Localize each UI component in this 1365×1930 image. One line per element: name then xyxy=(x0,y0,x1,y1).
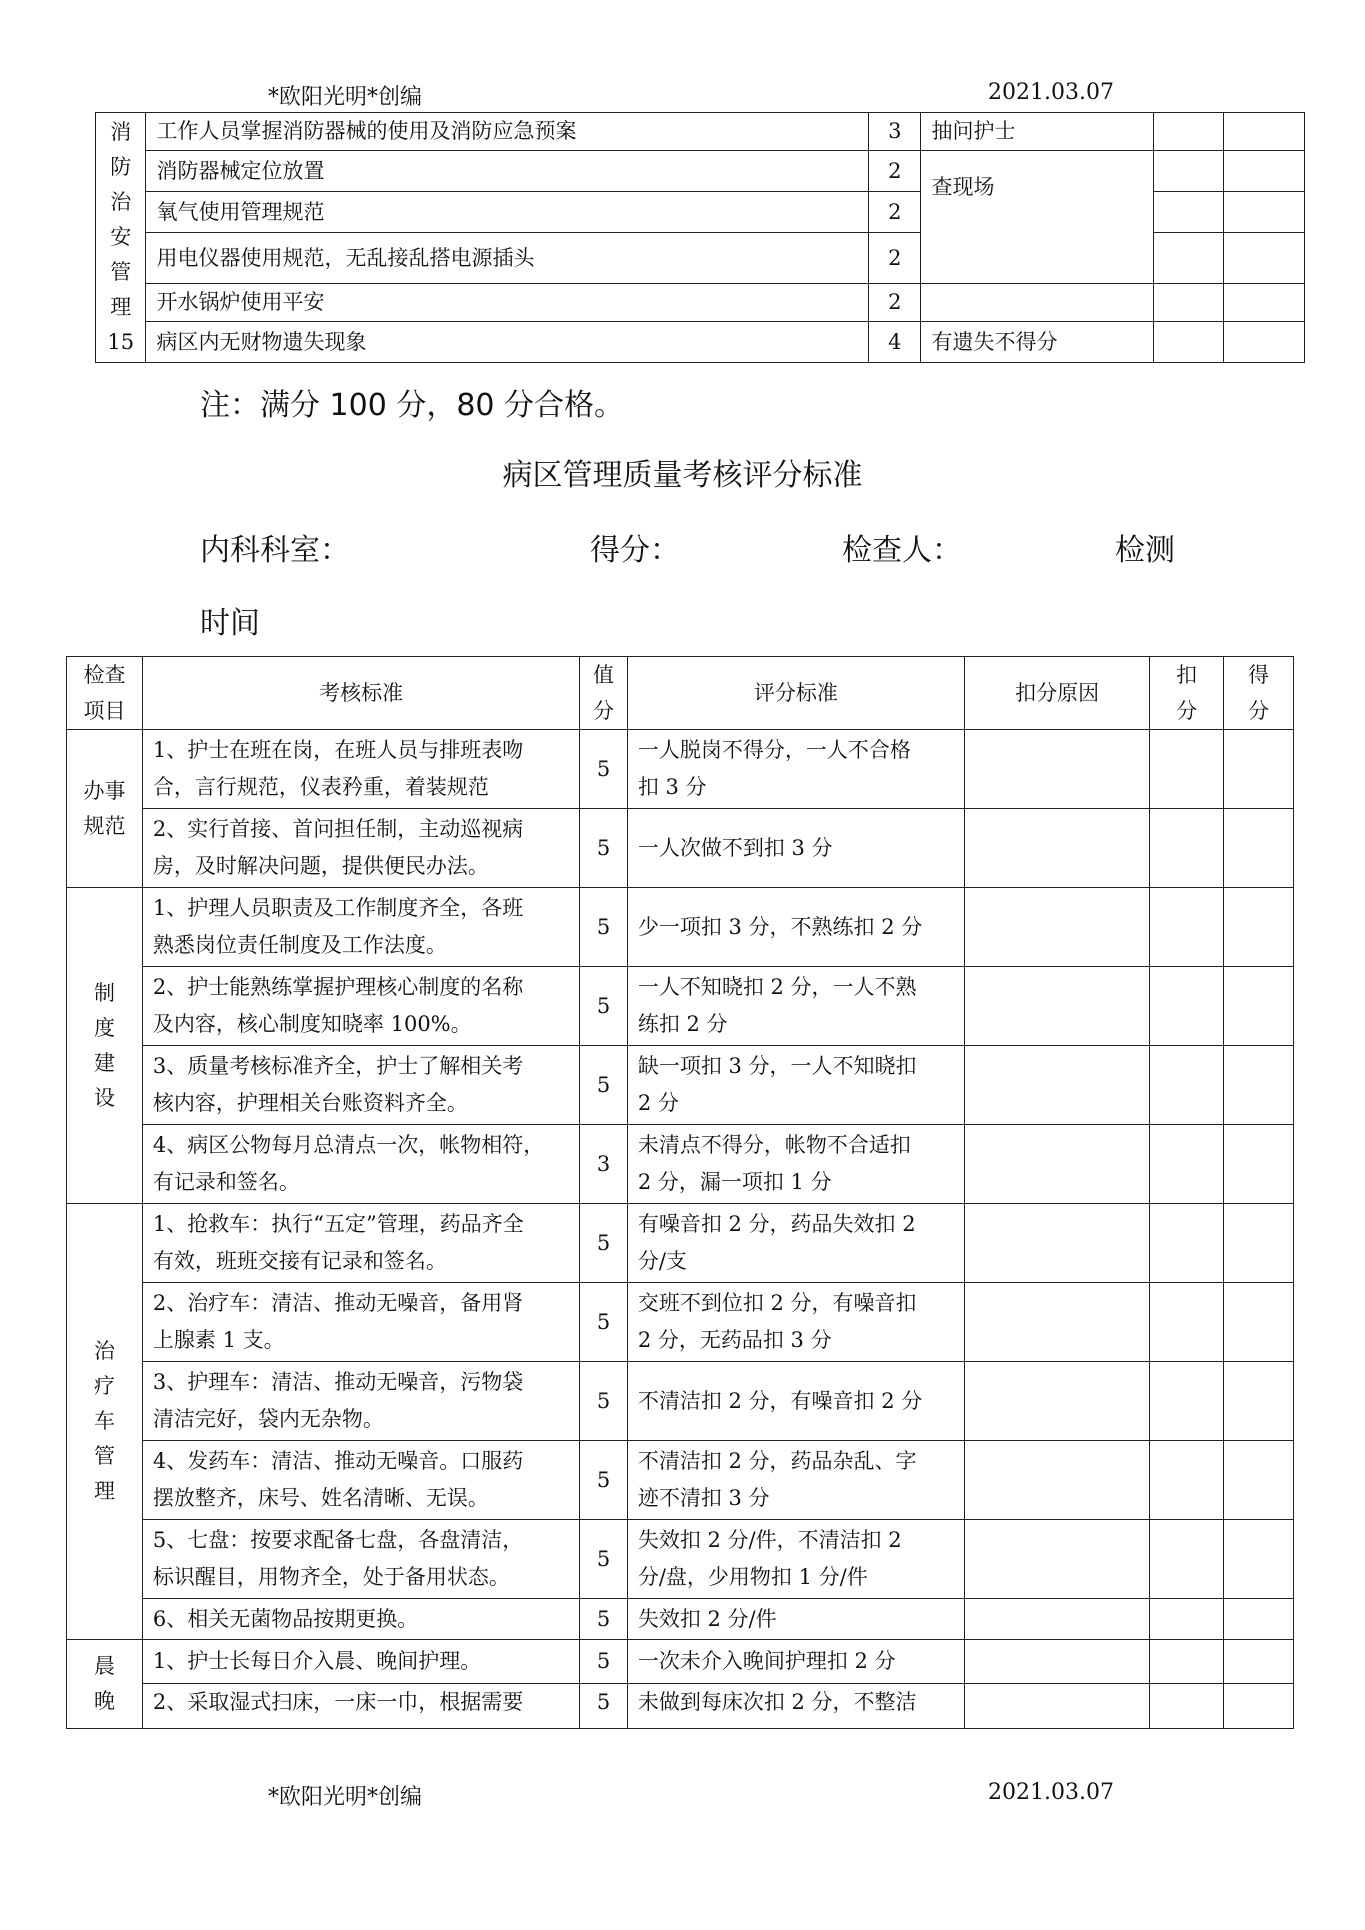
footer-author: *欧阳光明*创编 xyxy=(268,1785,423,1810)
get-score-cell[interactable] xyxy=(1224,1204,1294,1283)
deduct-cell[interactable] xyxy=(1153,192,1224,233)
reason-cell[interactable] xyxy=(964,809,1149,888)
standard-cell: 1、护理人员职责及工作制度齐全，各班 熟悉岗位责任制度及工作法度。 xyxy=(142,888,579,967)
header-date: 2021.03.07 xyxy=(988,80,1114,105)
deduct-cell[interactable] xyxy=(1153,322,1224,363)
deduct-cell[interactable] xyxy=(1150,1441,1224,1520)
category-cell: 晨 晚 xyxy=(67,1640,143,1729)
table-row xyxy=(67,1283,1294,1362)
standard-cell: 2、采取湿式扫床，一床一巾，根据需要 xyxy=(142,1684,579,1729)
scoring-cell: 一次未介入晚间护理扣 2 分 xyxy=(627,1640,964,1684)
standard-cell: 6、相关无菌物品按期更换。 xyxy=(142,1599,579,1640)
value-cell: 3 xyxy=(580,1125,628,1204)
deduct-cell[interactable] xyxy=(1150,1640,1224,1684)
get-score-cell[interactable] xyxy=(1224,1125,1294,1204)
standard-cell: 开水锅炉使用平安 xyxy=(146,284,869,322)
standard-cell: 3、质量考核标准齐全，护士了解相关考 核内容，护理相关台账资料齐全。 xyxy=(142,1046,579,1125)
get-score-cell[interactable] xyxy=(1224,151,1305,192)
deduct-cell[interactable] xyxy=(1150,1599,1224,1640)
reason-cell[interactable] xyxy=(964,1599,1149,1640)
deduct-cell[interactable] xyxy=(1153,151,1224,192)
ward-assessment-table xyxy=(66,656,1294,1729)
fire-safety-table xyxy=(95,112,1305,363)
table-row xyxy=(67,730,1294,809)
reason-cell[interactable] xyxy=(964,1125,1149,1204)
get-score-cell[interactable] xyxy=(1224,322,1305,363)
deduct-cell[interactable] xyxy=(1150,1684,1224,1729)
reason-cell[interactable] xyxy=(964,1204,1149,1283)
get-score-cell[interactable] xyxy=(1224,967,1294,1046)
score-cell: 3 xyxy=(869,113,921,151)
score-cell: 2 xyxy=(869,284,921,322)
header-standard: 考核标准 xyxy=(142,657,579,730)
reason-cell[interactable] xyxy=(964,1520,1149,1599)
get-score-cell[interactable] xyxy=(1224,192,1305,233)
table-row xyxy=(67,1046,1294,1125)
method-cell: 有遗失不得分 xyxy=(921,322,1153,363)
scoring-cell: 一人不知晓扣 2 分，一人不熟 练扣 2 分 xyxy=(627,967,964,1046)
table-row xyxy=(67,1684,1294,1729)
deduct-cell[interactable] xyxy=(1150,1204,1224,1283)
score-cell: 2 xyxy=(869,192,921,233)
get-score-cell[interactable] xyxy=(1224,1283,1294,1362)
reason-cell[interactable] xyxy=(964,1283,1149,1362)
scoring-cell: 失效扣 2 分/件，不清洁扣 2 分/盘，少用物扣 1 分/件 xyxy=(627,1520,964,1599)
table-row xyxy=(67,1441,1294,1520)
scoring-cell: 未做到每床次扣 2 分，不整洁 xyxy=(627,1684,964,1729)
reason-cell[interactable] xyxy=(964,1362,1149,1441)
get-score-cell[interactable] xyxy=(1224,1640,1294,1684)
header-item: 检查 项目 xyxy=(67,657,143,730)
scoring-cell: 缺一项扣 3 分，一人不知晓扣 2 分 xyxy=(627,1046,964,1125)
scoring-cell: 不清洁扣 2 分，药品杂乱、字 迹不清扣 3 分 xyxy=(627,1441,964,1520)
value-cell: 5 xyxy=(580,967,628,1046)
scoring-note: 注：满分 100 分，80 分合格。 xyxy=(200,388,625,423)
standard-cell: 2、实行首接、首问担任制，主动巡视病 房，及时解决问题，提供便民办法。 xyxy=(142,809,579,888)
get-score-cell[interactable] xyxy=(1224,284,1305,322)
score-cell: 2 xyxy=(869,151,921,192)
value-cell: 5 xyxy=(580,1640,628,1684)
get-score-cell[interactable] xyxy=(1224,113,1305,151)
standard-cell: 工作人员掌握消防器械的使用及消防应急预案 xyxy=(146,113,869,151)
value-cell: 5 xyxy=(580,1046,628,1125)
value-cell: 5 xyxy=(580,1204,628,1283)
score-label: 得分： xyxy=(590,533,680,568)
standard-cell: 1、抢救车：执行“五定”管理，药品齐全 有效，班班交接有记录和签名。 xyxy=(142,1204,579,1283)
value-cell: 5 xyxy=(580,1283,628,1362)
method-cell: 抽问护士 xyxy=(921,113,1153,151)
document-title: 病区管理质量考核评分标准 xyxy=(502,458,863,493)
header-reason: 扣分原因 xyxy=(964,657,1149,730)
table-row xyxy=(67,1520,1294,1599)
scoring-cell: 一人次做不到扣 3 分 xyxy=(627,809,964,888)
scoring-cell: 交班不到位扣 2 分，有噪音扣 2 分，无药品扣 3 分 xyxy=(627,1283,964,1362)
table-row xyxy=(67,1640,1294,1684)
get-score-cell[interactable] xyxy=(1224,809,1294,888)
get-score-cell[interactable] xyxy=(1224,1441,1294,1520)
scoring-cell: 不清洁扣 2 分，有噪音扣 2 分 xyxy=(627,1362,964,1441)
get-score-cell[interactable] xyxy=(1224,1520,1294,1599)
standard-cell: 5、七盘：按要求配备七盘，各盘清洁， 标识醒目，用物齐全，处于备用状态。 xyxy=(142,1520,579,1599)
deduct-cell[interactable] xyxy=(1150,1046,1224,1125)
scoring-cell: 少一项扣 3 分，不熟练扣 2 分 xyxy=(627,888,964,967)
footer-date: 2021.03.07 xyxy=(988,1780,1114,1805)
value-cell: 5 xyxy=(580,1684,628,1729)
table-row xyxy=(67,967,1294,1046)
get-score-cell[interactable] xyxy=(1224,1046,1294,1125)
standard-cell: 2、护士能熟练掌握护理核心制度的名称 及内容，核心制度知晓率 100%。 xyxy=(142,967,579,1046)
scoring-cell: 一人脱岗不得分，一人不合格 扣 3 分 xyxy=(627,730,964,809)
header-value: 值 分 xyxy=(580,657,628,730)
table-row xyxy=(67,809,1294,888)
standard-cell: 病区内无财物遗失现象 xyxy=(146,322,869,363)
deduct-cell[interactable] xyxy=(1150,1362,1224,1441)
time-label-cont: 时间 xyxy=(200,606,260,641)
standard-cell: 4、发药车：清洁、推动无噪音。口服药 摆放整齐，床号、姓名清晰、无误。 xyxy=(142,1441,579,1520)
value-cell: 5 xyxy=(580,1599,628,1640)
standard-cell: 1、护士在班在岗，在班人员与排班表吻 合，言行规范，仪表矜重，着装规范 xyxy=(142,730,579,809)
method-cell xyxy=(921,284,1153,322)
category-cell: 制 度 建 设 xyxy=(67,888,143,1204)
value-cell: 5 xyxy=(580,730,628,809)
deduct-cell[interactable] xyxy=(1150,809,1224,888)
table-row xyxy=(67,888,1294,967)
table-row xyxy=(67,1204,1294,1283)
table-row xyxy=(67,1599,1294,1640)
dept-label: 内科科室： xyxy=(200,533,350,568)
reason-cell[interactable] xyxy=(964,730,1149,809)
deduct-cell[interactable] xyxy=(1153,233,1224,284)
get-score-cell[interactable] xyxy=(1224,1362,1294,1441)
header-author: *欧阳光明*创编 xyxy=(268,85,423,110)
standard-cell: 用电仪器使用规范，无乱接乱搭电源插头 xyxy=(146,233,869,284)
header-scoring: 评分标准 xyxy=(627,657,964,730)
reason-cell[interactable] xyxy=(964,888,1149,967)
category-cell: 办事 规范 xyxy=(67,730,143,888)
header-get: 得 分 xyxy=(1224,657,1294,730)
time-label: 检测 xyxy=(1115,533,1175,568)
reason-cell[interactable] xyxy=(964,1046,1149,1125)
get-score-cell[interactable] xyxy=(1224,233,1305,284)
scoring-cell: 失效扣 2 分/件 xyxy=(627,1599,964,1640)
deduct-cell[interactable] xyxy=(1150,1520,1224,1599)
scoring-cell: 未清点不得分，帐物不合适扣 2 分，漏一项扣 1 分 xyxy=(627,1125,964,1204)
get-score-cell[interactable] xyxy=(1224,888,1294,967)
checker-label: 检查人： xyxy=(842,533,962,568)
score-cell: 2 xyxy=(869,233,921,284)
header-deduct: 扣 分 xyxy=(1150,657,1224,730)
get-score-cell[interactable] xyxy=(1224,730,1294,809)
reason-cell[interactable] xyxy=(964,967,1149,1046)
table-row xyxy=(67,1125,1294,1204)
reason-cell[interactable] xyxy=(964,1640,1149,1684)
standard-cell: 3、护理车：清洁、推动无噪音，污物袋 清洁完好，袋内无杂物。 xyxy=(142,1362,579,1441)
table-row xyxy=(67,1362,1294,1441)
method-cell: 查现场 xyxy=(921,151,1153,284)
reason-cell[interactable] xyxy=(964,1441,1149,1520)
category-fire-safety: 消 防 治 安 管 理 15 xyxy=(96,113,146,363)
value-cell: 5 xyxy=(580,1520,628,1599)
value-cell: 5 xyxy=(580,1441,628,1520)
deduct-cell[interactable] xyxy=(1150,888,1224,967)
value-cell: 5 xyxy=(580,1362,628,1441)
deduct-cell[interactable] xyxy=(1150,1125,1224,1204)
score-cell: 4 xyxy=(869,322,921,363)
value-cell: 5 xyxy=(580,809,628,888)
reason-cell[interactable] xyxy=(964,1684,1149,1729)
scoring-cell: 有噪音扣 2 分，药品失效扣 2 分/支 xyxy=(627,1204,964,1283)
standard-cell: 4、病区公物每月总清点一次，帐物相符， 有记录和签名。 xyxy=(142,1125,579,1204)
value-cell: 5 xyxy=(580,888,628,967)
deduct-cell[interactable] xyxy=(1153,284,1224,322)
deduct-cell[interactable] xyxy=(1150,967,1224,1046)
deduct-cell[interactable] xyxy=(1150,730,1224,809)
standard-cell: 1、护士长每日介入晨、晚间护理。 xyxy=(142,1640,579,1684)
standard-cell: 2、治疗车：清洁、推动无噪音，备用肾 上腺素 1 支。 xyxy=(142,1283,579,1362)
category-cell: 治 疗 车 管 理 xyxy=(67,1204,143,1640)
get-score-cell[interactable] xyxy=(1224,1684,1294,1729)
get-score-cell[interactable] xyxy=(1224,1599,1294,1640)
standard-cell: 消防器械定位放置 xyxy=(146,151,869,192)
deduct-cell[interactable] xyxy=(1150,1283,1224,1362)
deduct-cell[interactable] xyxy=(1153,113,1224,151)
standard-cell: 氧气使用管理规范 xyxy=(146,192,869,233)
